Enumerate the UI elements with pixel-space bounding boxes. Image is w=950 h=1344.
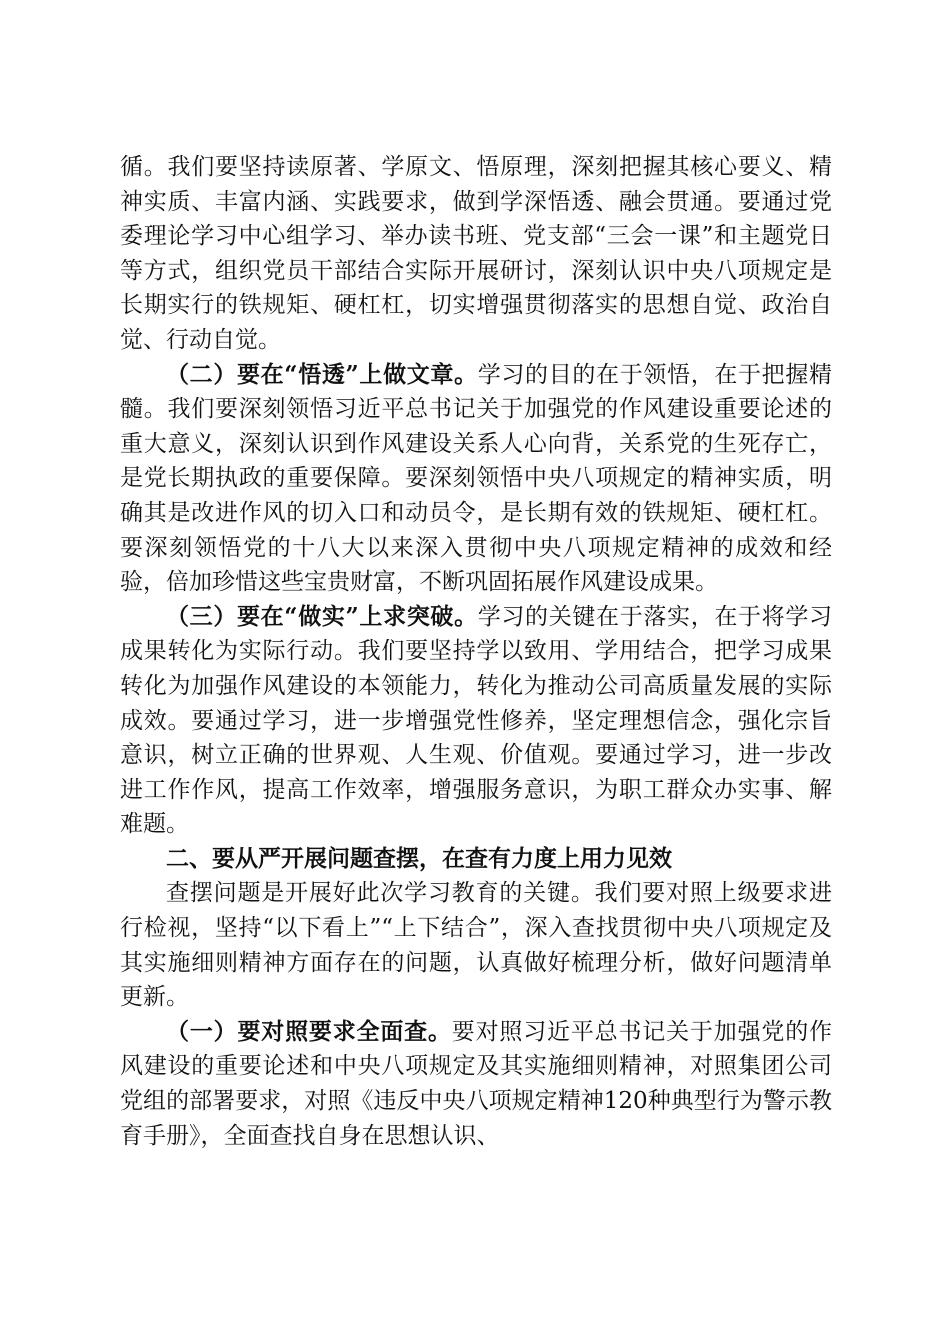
paragraph-lead-heading: （二）要在“悟透”上做文章。 [166, 360, 478, 388]
section-heading: 二、要从严开展问题查摆，在查有力度上用力见效 [166, 845, 672, 872]
paragraph-lead-heading: （一）要对照要求全面查。 [166, 1017, 452, 1045]
paragraph-intro [120, 876, 832, 1014]
paragraph-text: 学习的关键在于落实，在于将学习成果转化为实际行动。我们要坚持学以致用、学用结合，把学习成果转化为加强作风建设的本领能力，转化为推动公司高质量发展的实际成效。要通过学习，进一步增强党性修养，坚定理想信念，强化宗旨意识，树立正确的世界观、人生观、价值观。要通过学习，进一步改进工作作风，提高工作效率，增强服务意识，为职工群众办实事、解难题。 [120, 603, 833, 838]
paragraph-subsection-1 [120, 1015, 832, 1153]
paragraph-lead-heading: （三）要在“做实”上求突破。 [166, 602, 478, 630]
paragraph-text: 要对照习近平总书记关于加强党的作风建设的重要论述和中央八项规定及其实施细则精神，对照集团公司党组的部署要求，对照《违反中央八项规定精神120种典型行为警示教育手册》，全面查找自身在思想认识、 [120, 1018, 833, 1149]
paragraph-text: 循。我们要坚持读原著、学原文、悟原理，深刻把握其核心要义、精神实质、丰富内涵、实践要求，做到学深悟透、融会贯通。要通过党委理论学习中心组学习、举办读书班、党支部“三会一课”和主题党日等方式，组织党员干部结合实际开展研讨，深刻认识中央八项规定是长期实行的铁规矩、硬杠杠，切实增强贯彻落实的思想自觉、政治自觉、行动自觉。 [120, 154, 832, 353]
paragraph-section-2 [120, 358, 832, 600]
document-body [120, 150, 832, 1153]
paragraph-text: 查摆问题是开展好此次学习教育的关键。我们要对照上级要求进行检视，坚持“以下看上”“上下结合”，深入查找贯彻中央八项规定及其实施细则精神方面存在的问题，认真做好梳理分析，做好问题清单更新。 [120, 880, 832, 1011]
paragraph-continuation [120, 150, 832, 358]
paragraph-text: 学习的目的在于领悟，在于把握精髓。我们要深刻领悟习近平总书记关于加强党的作风建设重要论述的重大意义，深刻认识到作风建设关系人心向背，关系党的生死存亡，是党长期执政的重要保障。要深刻领悟中央八项规定的精神实质，明确其是改进作风的切入口和动员令，是长期有效的铁规矩、硬杠杠。要深刻领悟党的十八大以来深入贯彻中央八项规定精神的成效和经验，倍加珍惜这些宝贵财富，不断巩固拓展作风建设成果。 [120, 361, 833, 596]
paragraph-section-3 [120, 600, 832, 842]
